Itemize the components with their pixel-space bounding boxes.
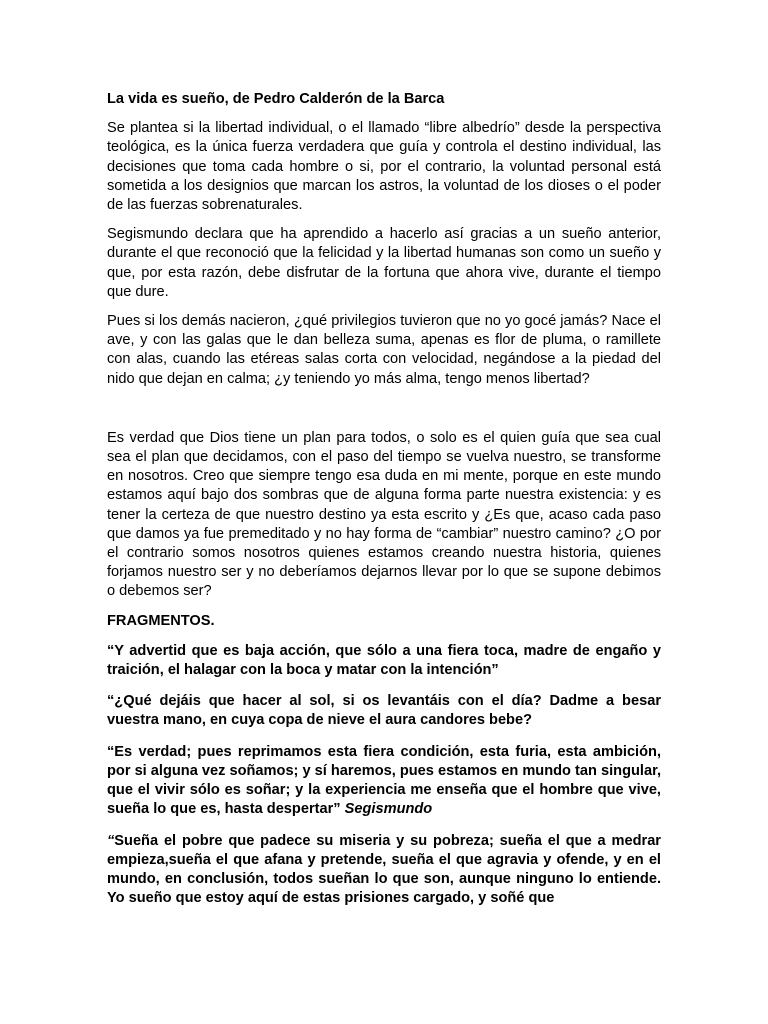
fragment-1: “Y advertid que es baja acción, que sólo a una fiera toca, madre de engaño y traición, el halagar con la boca y matar con la intención” (107, 642, 661, 679)
fragment-3-text: “Es verdad; pues reprimamos esta fiera condición, esta furia, esta ambición, por si alguna vez soñamos; y sí haremos, pues estamos en mundo tan singular, que el vivir sólo es soñar; y la experiencia me enseña que el hombre que vive, sueña lo que es, hasta despertar” (107, 743, 661, 818)
fragment-4 (107, 832, 661, 909)
fragment-4-open-quote: “ (107, 832, 115, 849)
paragraph-spacer (107, 399, 661, 429)
paragraph-3: Pues si los demás nacieron, ¿qué privilegios tuvieron que no yo gocé jamás? Nace el ave, y con las galas que le dan belleza suma, apenas es flor de pluma, o ramillete con alas, cuando las etéreas salas corta con velocidad, negándose a la piedad del nido que dejan en calma; ¿y teniendo yo más alma, tengo menos libertad? (107, 313, 661, 387)
paragraph-2: Segismundo declara que ha aprendido a hacerlo así gracias a un sueño anterior, durante el que reconoció que la felicidad y la libertad humanas son como un sueño y que, por esta razón, debe disfrutar de la fortuna que ahora vive, durante el tiempo que dure. (107, 226, 661, 300)
fragments-heading: FRAGMENTOS. (107, 612, 215, 629)
fragment-3-speaker: Segismundo (344, 801, 433, 818)
paragraph-1: Se plantea si la libertad individual, o el llamado “libre albedrío” desde la perspectiva teológica, es la única fuerza verdadera que guía y controla el destino individual, las decisiones que toma cada hombre o si, por el contrario, la voluntad personal está sometida a los designios que marcan los astros, la voluntad de los dioses o el poder de las fuerzas sobrenaturales. (107, 120, 661, 214)
document-title: La vida es sueño, de Pedro Calderón de la Barca (107, 91, 445, 107)
fragment-2: “¿Qué dejáis que hacer al sol, si os levantáis con el día? Dadme a besar vuestra mano, en cuya copa de nieve el aura candores bebe? (107, 693, 661, 729)
document-body (107, 90, 661, 920)
fragment-3 (107, 743, 661, 820)
paragraph-4: Es verdad que Dios tiene un plan para todos, o solo es el quien guía que sea cual sea el plan que decidamos, con el paso del tiempo se vuelva nuestro, se transforme en nosotros. Creo que siempre tengo esa duda en mi mente, porque en este mundo estamos aquí bajo dos sombras que de alguna forma parte nuestra existencia: y es tener la certeza de que nuestro destino ya esta escrito y ¿Es que, acaso cada paso que damos ya fue premeditado y no hay forma de “cambiar” nuestro camino? ¿O por el contrario somos nosotros quienes estamos creando nuestra historia, quienes forjamos nuestro ser y no deberíamos dejarnos llevar por lo que se supone debimos o debemos ser? (107, 429, 661, 600)
fragment-4-text: Sueña el pobre que padece su miseria y su pobreza; sueña el que a medrar empieza,sueña el que afana y pretende, sueña el que agravia y ofende, y en el mundo, en conclusión, todos sueñan lo que son, aunque ninguno lo entiende. Yo sueño que estoy aquí de estas prisiones cargado, y soñé que (107, 832, 661, 907)
